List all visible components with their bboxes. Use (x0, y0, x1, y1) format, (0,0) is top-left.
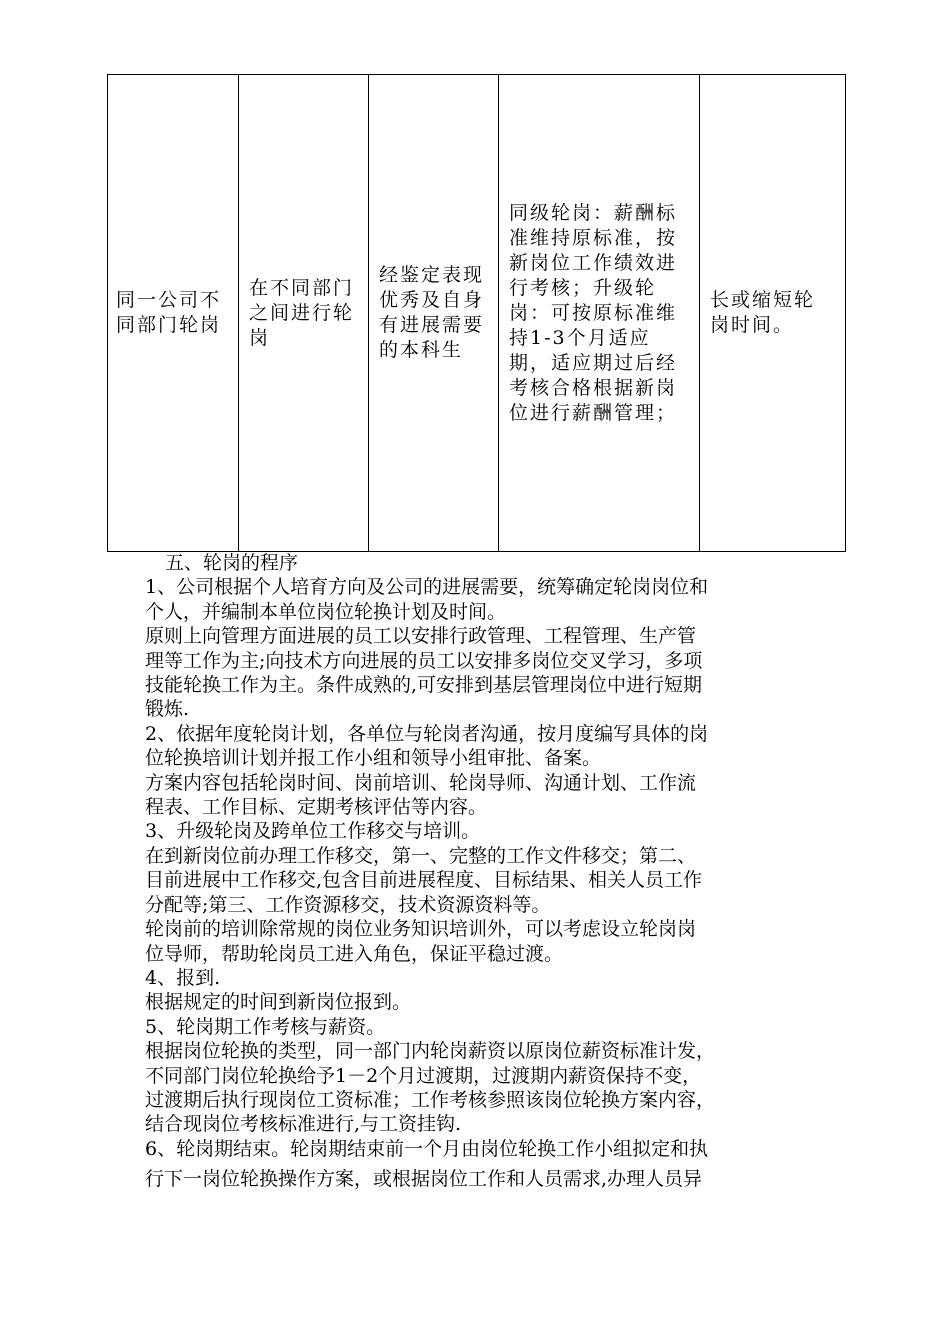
paragraph-line: 行下一岗位轮换操作方案，或根据岗位工作和人员需求,办理人员异 (145, 1168, 703, 1191)
procedure-section (145, 551, 815, 1192)
paragraph-line: 2、依据年度轮岗计划，各单位与轮岗者沟通，按月度编写具体的岗 (145, 722, 709, 745)
paragraph-line: 理等工作为主;向技术方向进展的员工以安排多岗位交叉学习，多项 (145, 649, 703, 672)
paragraph-line: 6、轮岗期结束。轮岗期结束前一个月由岗位轮换工作小组拟定和执 (145, 1137, 709, 1160)
paragraph-line: 过渡期后执行现岗位工资标准；工作考核参照该岗位轮换方案内容， (145, 1088, 716, 1111)
section-heading: 五、轮岗的程序 (165, 552, 299, 574)
table-cell-salary-rules: 同级轮岗：薪酬标准维持原标准，按新岗位工作绩效进行考核；升级轮岗：可按原标准维持1-3个月适应期，适应期过后经考核合格根据新岗位进行薪酬管理； (499, 75, 700, 552)
table-cell-rotation-type: 同一公司不同部门轮岗 (108, 75, 239, 552)
paragraph-line: 5、轮岗期工作考核与薪资。 (145, 1015, 386, 1038)
paragraph-line: 位导师，帮助轮岗员工进入角色，保证平稳过渡。 (145, 942, 564, 965)
paragraph-line: 分配等;第三、工作资源移交，技术资源资料等。 (145, 893, 551, 916)
paragraph-line: 目前进展中工作移交,包含目前进展程度、目标结果、相关人员工作 (145, 869, 703, 892)
paragraph-line: 方案内容包括轮岗时间、岗前培训、轮岗导师、沟通计划、工作流 (145, 771, 697, 794)
paragraph-line: 在到新岗位前办理工作移交，第一、完整的工作文件移交；第二、 (145, 844, 697, 867)
paragraph-line: 程表、工作目标、定期考核评估等内容。 (145, 796, 488, 819)
paragraph-line: 不同部门岗位轮换给予1－2个月过渡期，过渡期内薪资保持不变， (145, 1064, 702, 1087)
paragraph-line: 根据岗位轮换的类型，同一部门内轮岗薪资以原岗位薪资标准计发， (145, 1040, 716, 1063)
paragraph-line: 3、升级轮岗及跨单位工作移交与培训。 (145, 820, 481, 843)
rotation-table (107, 74, 846, 552)
paragraph-line: 个人，并编制本单位岗位轮换计划及时间。 (145, 600, 507, 623)
table-cell-description: 在不同部门之间进行轮岗 (239, 75, 369, 552)
paragraph-line: 技能轮换工作为主。条件成熟的,可安排到基层管理岗位中进行短期 (145, 674, 703, 697)
paragraph-line: 结合现岗位考核标准进行,与工资挂钩. (145, 1113, 462, 1136)
paragraph-line: 锻炼. (145, 698, 190, 721)
paragraph-line: 1、公司根据个人培育方向及公司的进展需要，统筹确定轮岗岗位和 (145, 576, 709, 599)
paragraph-line: 原则上向管理方面进展的员工以安排行政管理、工程管理、生产管 (145, 625, 697, 648)
paragraph-line: 根据规定的时间到新岗位报到。 (145, 991, 412, 1014)
table-cell-period: 长或缩短轮岗时间。 (700, 75, 846, 552)
paragraph-line: 4、报到. (145, 966, 221, 989)
table-row (108, 75, 846, 552)
paragraph-line: 位轮换培训计划并报工作小组和领导小组审批、备案。 (145, 747, 602, 770)
paragraph-line: 轮岗前的培训除常规的岗位业务知识培训外，可以考虑设立轮岗岗 (145, 918, 697, 941)
table-cell-eligible-staff: 经鉴定表现优秀及自身有进展需要的本科生 (369, 75, 499, 552)
